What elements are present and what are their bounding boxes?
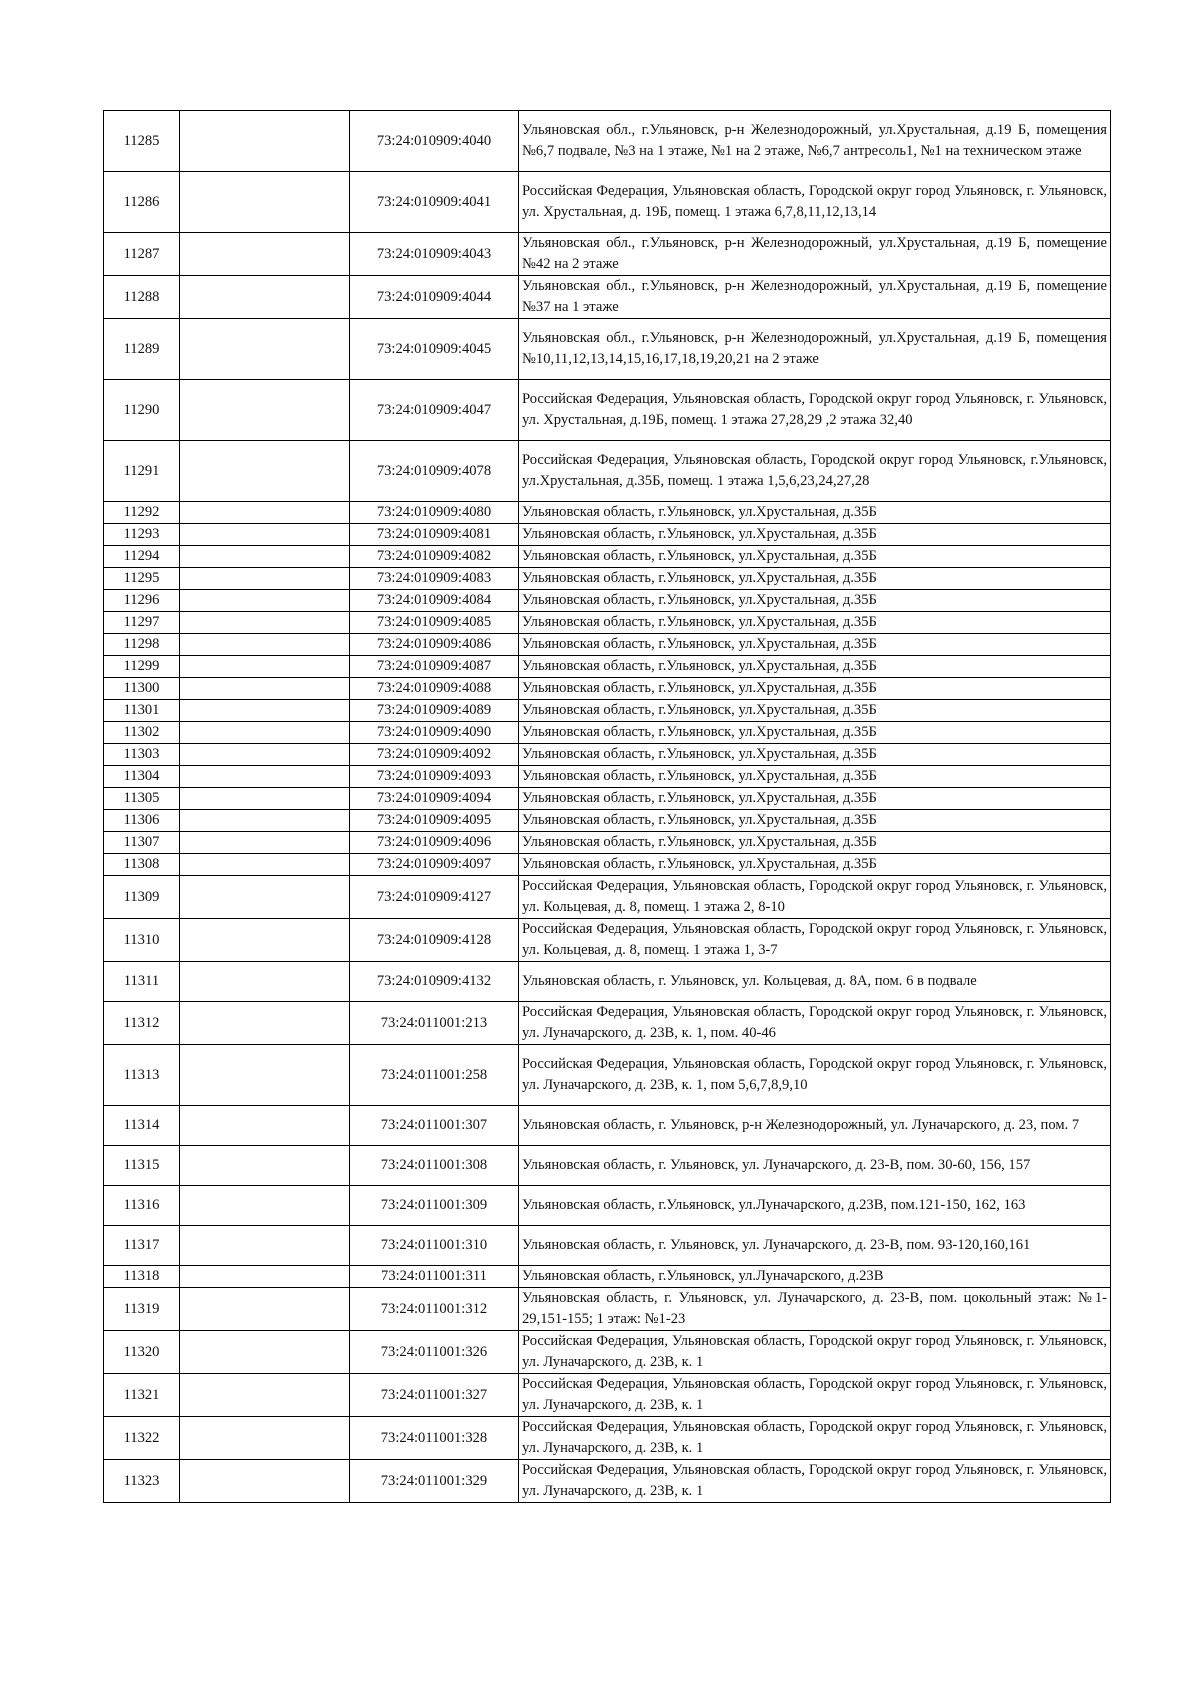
address: Ульяновская область, г.Ульяновск, ул.Хрустальная, д.35Б [519, 854, 1111, 876]
address: Ульяновская область, г.Ульяновск, ул.Хрустальная, д.35Б [519, 546, 1111, 568]
address: Российская Федерация, Ульяновская область, Городской округ город Ульяновск, г. Ульяновск, ул. Кольцевая, д. 8, помещ. 1 этажа 2, 8-10 [519, 876, 1111, 919]
owner-cell [180, 854, 350, 876]
owner-cell [180, 832, 350, 854]
row-number: 11321 [104, 1374, 180, 1417]
row-number: 11287 [104, 233, 180, 276]
row-number: 11298 [104, 634, 180, 656]
table-row [104, 832, 1111, 854]
row-number: 11301 [104, 700, 180, 722]
address: Ульяновская область, г.Ульяновск, ул.Хрустальная, д.35Б [519, 524, 1111, 546]
table-row [104, 1002, 1111, 1045]
table-row [104, 546, 1111, 568]
cadastral-number: 73:24:010909:4047 [350, 380, 519, 441]
table-row [104, 1045, 1111, 1106]
owner-cell [180, 172, 350, 233]
registry-table [103, 110, 1111, 1503]
owner-cell [180, 876, 350, 919]
table-row [104, 1288, 1111, 1331]
address: Ульяновская обл., г.Ульяновск, р-н Железнодорожный, ул.Хрустальная, д.19 Б, помещение №37 на 1 этаже [519, 276, 1111, 319]
address: Ульяновская область, г.Ульяновск, ул.Хрустальная, д.35Б [519, 590, 1111, 612]
table-row [104, 1374, 1111, 1417]
table-row [104, 233, 1111, 276]
table-row [104, 1460, 1111, 1503]
table-row [104, 700, 1111, 722]
table-row [104, 876, 1111, 919]
row-number: 11309 [104, 876, 180, 919]
row-number: 11296 [104, 590, 180, 612]
cadastral-number: 73:24:010909:4044 [350, 276, 519, 319]
owner-cell [180, 788, 350, 810]
cadastral-number: 73:24:010909:4040 [350, 111, 519, 172]
table-row [104, 678, 1111, 700]
address: Российская Федерация, Ульяновская область, Городской округ город Ульяновск, г. Ульяновск, ул. Хрустальная, д.19Б, помещ. 1 этажа 27,28,29 ,2 этажа 32,40 [519, 380, 1111, 441]
cadastral-number: 73:24:010909:4045 [350, 319, 519, 380]
row-number: 11310 [104, 919, 180, 962]
table-row [104, 568, 1111, 590]
table-row [104, 319, 1111, 380]
cadastral-number: 73:24:011001:326 [350, 1331, 519, 1374]
row-number: 11303 [104, 744, 180, 766]
address: Ульяновская область, г.Ульяновск, ул.Хрустальная, д.35Б [519, 788, 1111, 810]
cadastral-number: 73:24:010909:4132 [350, 962, 519, 1002]
cadastral-number: 73:24:010909:4081 [350, 524, 519, 546]
owner-cell [180, 722, 350, 744]
row-number: 11294 [104, 546, 180, 568]
cadastral-number: 73:24:010909:4041 [350, 172, 519, 233]
address: Ульяновская обл., г.Ульяновск, р-н Железнодорожный, ул.Хрустальная, д.19 Б, помещения №6,7 подвале, №3 на 1 этаже, №1 на 2 этаже, №6,7 антресоль1, №1 на техническом этаже [519, 111, 1111, 172]
cadastral-number: 73:24:011001:310 [350, 1226, 519, 1266]
address: Ульяновская область, г.Ульяновск, ул.Луначарского, д.23В [519, 1266, 1111, 1288]
table-row [104, 111, 1111, 172]
owner-cell [180, 766, 350, 788]
table-row [104, 962, 1111, 1002]
owner-cell [180, 634, 350, 656]
address: Российская Федерация, Ульяновская область, Городской округ город Ульяновск, г. Ульяновск, ул. Кольцевая, д. 8, помещ. 1 этажа 1, 3-7 [519, 919, 1111, 962]
address: Ульяновская область, г. Ульяновск, ул. Кольцевая, д. 8А, пом. 6 в подвале [519, 962, 1111, 1002]
address: Российская Федерация, Ульяновская область, Городской округ город Ульяновск, г. Ульяновск, ул. Луначарского, д. 23В, к. 1 [519, 1417, 1111, 1460]
owner-cell [180, 1045, 350, 1106]
address: Ульяновская область, г. Ульяновск, ул. Луначарского, д. 23-В, пом. 30-60, 156, 157 [519, 1146, 1111, 1186]
address: Российская Федерация, Ульяновская область, Городской округ город Ульяновск, г. Ульяновск, ул. Хрустальная, д. 19Б, помещ. 1 этажа 6,7,8,11,12,13,14 [519, 172, 1111, 233]
cadastral-number: 73:24:011001:309 [350, 1186, 519, 1226]
cadastral-number: 73:24:010909:4097 [350, 854, 519, 876]
row-number: 11297 [104, 612, 180, 634]
cadastral-number: 73:24:010909:4095 [350, 810, 519, 832]
address: Ульяновская область, г.Ульяновск, ул.Хрустальная, д.35Б [519, 810, 1111, 832]
table-row [104, 172, 1111, 233]
cadastral-number: 73:24:010909:4093 [350, 766, 519, 788]
row-number: 11290 [104, 380, 180, 441]
table-row [104, 1106, 1111, 1146]
address: Ульяновская область, г.Ульяновск, ул.Хрустальная, д.35Б [519, 568, 1111, 590]
row-number: 11302 [104, 722, 180, 744]
cadastral-number: 73:24:010909:4089 [350, 700, 519, 722]
address: Ульяновская область, г.Ульяновск, ул.Хрустальная, д.35Б [519, 612, 1111, 634]
address: Ульяновская область, г.Ульяновск, ул.Хрустальная, д.35Б [519, 634, 1111, 656]
cadastral-number: 73:24:010909:4128 [350, 919, 519, 962]
owner-cell [180, 744, 350, 766]
cadastral-number: 73:24:010909:4083 [350, 568, 519, 590]
table-row [104, 502, 1111, 524]
cadastral-number: 73:24:010909:4088 [350, 678, 519, 700]
owner-cell [180, 919, 350, 962]
owner-cell [180, 1226, 350, 1266]
cadastral-number: 73:24:011001:213 [350, 1002, 519, 1045]
address: Ульяновская область, г.Ульяновск, ул.Хрустальная, д.35Б [519, 656, 1111, 678]
owner-cell [180, 1460, 350, 1503]
table-row [104, 612, 1111, 634]
cadastral-number: 73:24:010909:4127 [350, 876, 519, 919]
address: Российская Федерация, Ульяновская область, Городской округ город Ульяновск, г. Ульяновск, ул. Луначарского, д. 23В, к. 1 [519, 1374, 1111, 1417]
address: Ульяновская область, г. Ульяновск, ул. Луначарского, д. 23-В, пом. цокольный этаж: №1-29,151-155; 1 этаж: №1-23 [519, 1288, 1111, 1331]
address: Ульяновская область, г.Ульяновск, ул.Луначарского, д.23В, пом.121-150, 162, 163 [519, 1186, 1111, 1226]
cadastral-number: 73:24:010909:4090 [350, 722, 519, 744]
table-row [104, 1417, 1111, 1460]
table-row [104, 744, 1111, 766]
row-number: 11295 [104, 568, 180, 590]
row-number: 11308 [104, 854, 180, 876]
row-number: 11316 [104, 1186, 180, 1226]
cadastral-number: 73:24:010909:4086 [350, 634, 519, 656]
cadastral-number: 73:24:011001:258 [350, 1045, 519, 1106]
table-row [104, 441, 1111, 502]
cadastral-number: 73:24:010909:4082 [350, 546, 519, 568]
cadastral-number: 73:24:010909:4087 [350, 656, 519, 678]
owner-cell [180, 590, 350, 612]
table-row [104, 810, 1111, 832]
row-number: 11313 [104, 1045, 180, 1106]
owner-cell [180, 524, 350, 546]
address: Ульяновская область, г. Ульяновск, ул. Луначарского, д. 23-В, пом. 93-120,160,161 [519, 1226, 1111, 1266]
address: Ульяновская обл., г.Ульяновск, р-н Железнодорожный, ул.Хрустальная, д.19 Б, помещения №10,11,12,13,14,15,16,17,18,19,20,21 на 2 этаже [519, 319, 1111, 380]
table-row [104, 788, 1111, 810]
table-row [104, 1226, 1111, 1266]
owner-cell [180, 546, 350, 568]
row-number: 11305 [104, 788, 180, 810]
owner-cell [180, 233, 350, 276]
row-number: 11317 [104, 1226, 180, 1266]
table-row [104, 766, 1111, 788]
address: Российская Федерация, Ульяновская область, Городской округ город Ульяновск, г. Ульяновск, ул. Луначарского, д. 23В, к. 1, пом 5,6,7,8,9,10 [519, 1045, 1111, 1106]
row-number: 11311 [104, 962, 180, 1002]
address: Российская Федерация, Ульяновская область, Городской округ город Ульяновск, г. Ульяновск, ул. Луначарского, д. 23В, к. 1, пом. 40-46 [519, 1002, 1111, 1045]
cadastral-number: 73:24:010909:4043 [350, 233, 519, 276]
cadastral-number: 73:24:010909:4094 [350, 788, 519, 810]
owner-cell [180, 276, 350, 319]
address: Ульяновская область, г.Ульяновск, ул.Хрустальная, д.35Б [519, 700, 1111, 722]
address: Ульяновская область, г. Ульяновск, р-н Железнодорожный, ул. Луначарского, д. 23, пом. 7 [519, 1106, 1111, 1146]
table-row [104, 1146, 1111, 1186]
owner-cell [180, 612, 350, 634]
cadastral-number: 73:24:011001:328 [350, 1417, 519, 1460]
cadastral-number: 73:24:011001:308 [350, 1146, 519, 1186]
row-number: 11322 [104, 1417, 180, 1460]
address: Ульяновская область, г.Ульяновск, ул.Хрустальная, д.35Б [519, 502, 1111, 524]
owner-cell [180, 319, 350, 380]
address: Российская Федерация, Ульяновская область, Городской округ город Ульяновск, г.Ульяновск, ул.Хрустальная, д.35Б, помещ. 1 этажа 1,5,6,23,24,27,28 [519, 441, 1111, 502]
owner-cell [180, 568, 350, 590]
row-number: 11323 [104, 1460, 180, 1503]
owner-cell [180, 1417, 350, 1460]
owner-cell [180, 502, 350, 524]
cadastral-number: 73:24:011001:307 [350, 1106, 519, 1146]
row-number: 11318 [104, 1266, 180, 1288]
owner-cell [180, 810, 350, 832]
table-row [104, 722, 1111, 744]
cadastral-number: 73:24:010909:4085 [350, 612, 519, 634]
owner-cell [180, 1288, 350, 1331]
table-row [104, 919, 1111, 962]
owner-cell [180, 380, 350, 441]
table-row [104, 634, 1111, 656]
table-row [104, 656, 1111, 678]
row-number: 11291 [104, 441, 180, 502]
owner-cell [180, 700, 350, 722]
registry-table-body [104, 111, 1111, 1503]
row-number: 11292 [104, 502, 180, 524]
row-number: 11299 [104, 656, 180, 678]
row-number: 11319 [104, 1288, 180, 1331]
address: Ульяновская область, г.Ульяновск, ул.Хрустальная, д.35Б [519, 832, 1111, 854]
owner-cell [180, 441, 350, 502]
owner-cell [180, 1331, 350, 1374]
row-number: 11314 [104, 1106, 180, 1146]
owner-cell [180, 962, 350, 1002]
row-number: 11300 [104, 678, 180, 700]
row-number: 11285 [104, 111, 180, 172]
table-row [104, 380, 1111, 441]
row-number: 11307 [104, 832, 180, 854]
row-number: 11293 [104, 524, 180, 546]
owner-cell [180, 111, 350, 172]
table-row [104, 854, 1111, 876]
cadastral-number: 73:24:010909:4084 [350, 590, 519, 612]
cadastral-number: 73:24:011001:312 [350, 1288, 519, 1331]
row-number: 11320 [104, 1331, 180, 1374]
cadastral-number: 73:24:010909:4078 [350, 441, 519, 502]
table-row [104, 590, 1111, 612]
cadastral-number: 73:24:010909:4096 [350, 832, 519, 854]
row-number: 11288 [104, 276, 180, 319]
address: Ульяновская область, г.Ульяновск, ул.Хрустальная, д.35Б [519, 722, 1111, 744]
address: Российская Федерация, Ульяновская область, Городской округ город Ульяновск, г. Ульяновск, ул. Луначарского, д. 23В, к. 1 [519, 1460, 1111, 1503]
row-number: 11315 [104, 1146, 180, 1186]
row-number: 11286 [104, 172, 180, 233]
owner-cell [180, 1146, 350, 1186]
owner-cell [180, 678, 350, 700]
owner-cell [180, 1186, 350, 1226]
owner-cell [180, 1002, 350, 1045]
table-row [104, 1186, 1111, 1226]
row-number: 11312 [104, 1002, 180, 1045]
address: Ульяновская область, г.Ульяновск, ул.Хрустальная, д.35Б [519, 744, 1111, 766]
owner-cell [180, 1374, 350, 1417]
table-row [104, 1331, 1111, 1374]
table-row [104, 524, 1111, 546]
owner-cell [180, 1266, 350, 1288]
row-number: 11289 [104, 319, 180, 380]
cadastral-number: 73:24:011001:311 [350, 1266, 519, 1288]
cadastral-number: 73:24:010909:4092 [350, 744, 519, 766]
address: Российская Федерация, Ульяновская область, Городской округ город Ульяновск, г. Ульяновск, ул. Луначарского, д. 23В, к. 1 [519, 1331, 1111, 1374]
address: Ульяновская область, г.Ульяновск, ул.Хрустальная, д.35Б [519, 678, 1111, 700]
cadastral-number: 73:24:011001:329 [350, 1460, 519, 1503]
cadastral-number: 73:24:011001:327 [350, 1374, 519, 1417]
table-row [104, 1266, 1111, 1288]
cadastral-number: 73:24:010909:4080 [350, 502, 519, 524]
row-number: 11304 [104, 766, 180, 788]
row-number: 11306 [104, 810, 180, 832]
owner-cell [180, 656, 350, 678]
table-row [104, 276, 1111, 319]
address: Ульяновская область, г.Ульяновск, ул.Хрустальная, д.35Б [519, 766, 1111, 788]
address: Ульяновская обл., г.Ульяновск, р-н Железнодорожный, ул.Хрустальная, д.19 Б, помещение №42 на 2 этаже [519, 233, 1111, 276]
owner-cell [180, 1106, 350, 1146]
